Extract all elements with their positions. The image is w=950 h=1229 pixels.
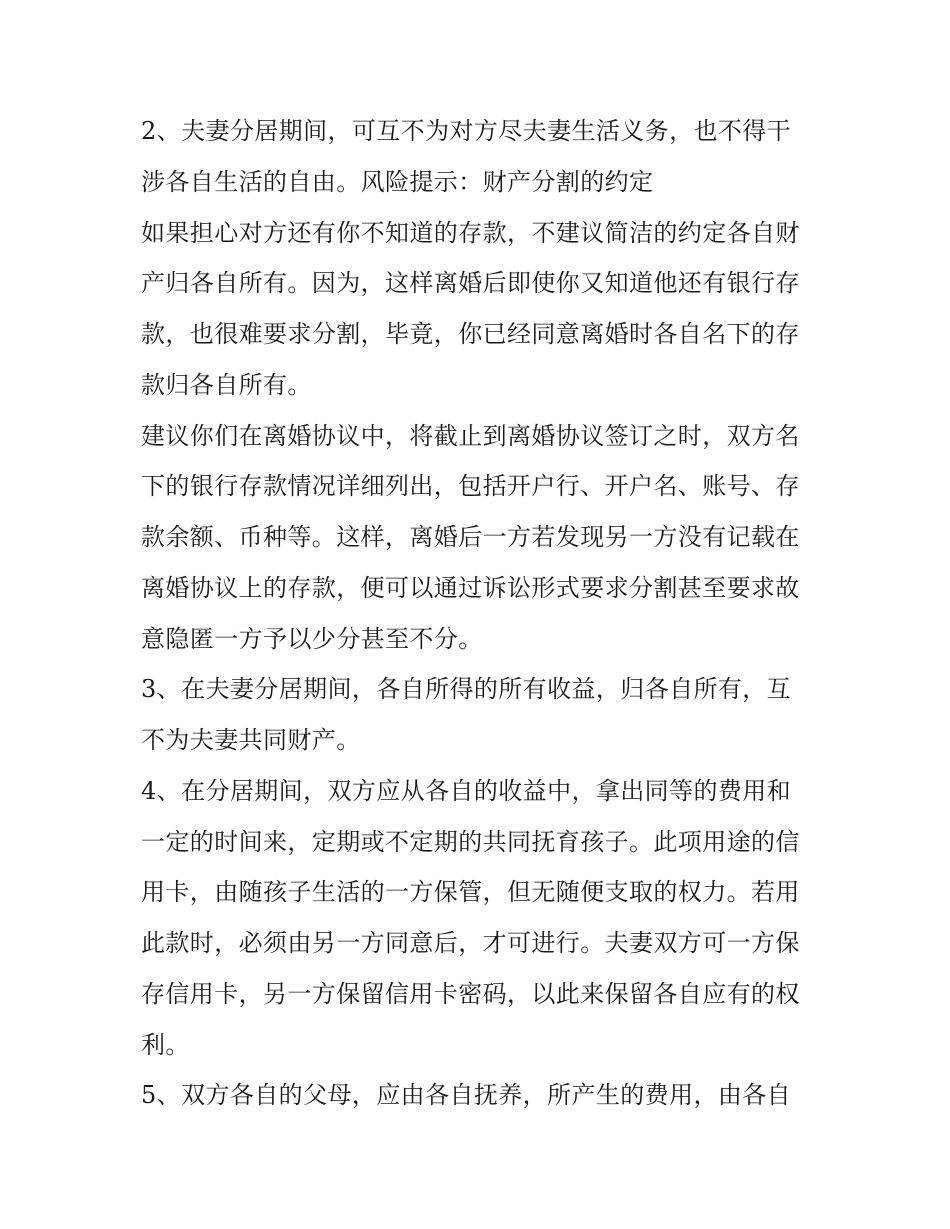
- text-line: 意隐匿一方予以少分甚至不分。: [141, 625, 483, 653]
- text-line: 产归各自所有。因为，这样离婚后即使你又知道他还有银行存: [141, 269, 800, 297]
- text-line: 建议你们在离婚协议中，将截止到离婚协议签订之时，双方名: [141, 422, 800, 450]
- text-line: 用卡，由随孩子生活的一方保管，但无随便支取的权力。若用: [141, 878, 800, 906]
- text-line: 5、双方各自的父母，应由各自抚养，所产生的费用，由各自: [141, 1081, 792, 1109]
- text-line: 下的银行存款情况详细列出，包括开户行、开户名、账号、存: [141, 472, 800, 500]
- text-line: 如果担心对方还有你不知道的存款，不建议简洁的约定各自财: [141, 219, 800, 247]
- text-line: 款归各自所有。: [141, 371, 312, 399]
- text-line: 4、在分居期间，双方应从各自的收益中，拿出同等的费用和: [141, 777, 792, 805]
- text-line: 2、夫妻分居期间，可互不为对方尽夫妻生活义务，也不得干: [141, 117, 792, 145]
- text-line: 款，也很难要求分割，毕竟，你已经同意离婚时各自名下的存: [141, 320, 800, 348]
- text-line: 涉各自生活的自由。风险提示：财产分割的约定: [141, 168, 654, 196]
- text-line: 存信用卡，另一方保留信用卡密码，以此来保留各自应有的权: [141, 980, 800, 1008]
- text-line: 利。: [141, 1031, 190, 1059]
- text-line: 离婚协议上的存款，便可以通过诉讼形式要求分割甚至要求故: [141, 574, 800, 602]
- text-line: 一定的时间来，定期或不定期的共同抚育孩子。此项用途的信: [141, 828, 800, 856]
- text-line: 款余额、币种等。这样，离婚后一方若发现另一方没有记载在: [141, 523, 800, 551]
- text-line: 3、在夫妻分居期间，各自所得的所有收益，归各自所有，互: [141, 675, 792, 703]
- text-line: 此款时，必须由另一方同意后，才可进行。夫妻双方可一方保: [141, 929, 800, 957]
- text-line: 不为夫妻共同财产。: [141, 726, 361, 754]
